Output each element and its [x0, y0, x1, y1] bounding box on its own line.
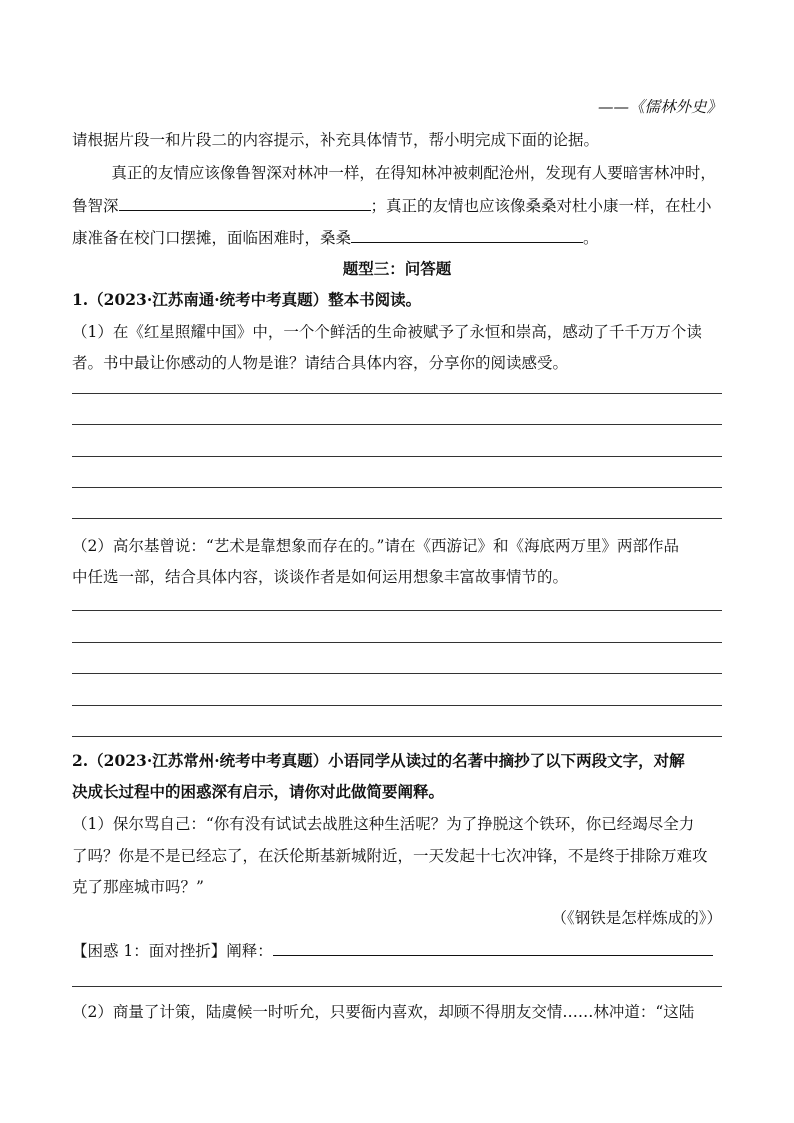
answer-blank-luzhishen[interactable] [119, 194, 371, 211]
argument-line-1 [72, 162, 722, 184]
answer-line[interactable] [72, 424, 722, 425]
section-title: 题型三：问答题 [342, 259, 452, 278]
q1-sub2-line-1: （2）高尔基曾说：“艺术是靠想象而存在的。”请在《西游记》和《海底两万里》两部作品 [72, 537, 679, 555]
answer-line[interactable] [72, 736, 722, 737]
answer-line[interactable] [72, 705, 722, 706]
instruction-text: 请根据片段一和片段二的内容提示，补充具体情节，帮小明完成下面的论据。 [72, 131, 600, 149]
answer-line[interactable] [72, 518, 722, 519]
confusion-1-label: 【困惑 1：面对挫折】 [72, 942, 227, 960]
answer-line[interactable] [72, 642, 722, 643]
answer-line[interactable] [72, 456, 722, 457]
q2-header-line-2: 决成长过程中的困惑深有启示，请你对此做简要阐释。 [72, 782, 445, 801]
answer-line[interactable] [72, 610, 722, 611]
argument-line-3-prefix: 康准备在校门口摆摊，面临困难时，桑桑 [72, 229, 352, 247]
answer-line[interactable] [72, 393, 722, 394]
argument-line-3-suffix: 。 [583, 229, 599, 247]
source-attribution: ——《儒林外史》 [597, 98, 722, 116]
argument-line-2-prefix: 鲁智深 [72, 197, 119, 215]
argument-line-1-text: 真正的友情应该像鲁智深对林冲一样，在得知林冲被刺配沧州，发现有人要暗害林冲时， [111, 164, 716, 182]
answer-blank-sangsang[interactable] [351, 226, 583, 243]
q1-sub2-line-2: 中任选一部，结合具体内容，谈谈作者是如何运用想象丰富故事情节的。 [72, 568, 569, 586]
q2-quote2-line-1: （2）商量了计策，陆虞候一时听允，只要衙内喜欢，却顾不得朋友交情……林冲道：“这陆 [72, 1003, 695, 1021]
q1-sub1-line-1: （1）在《红星照耀中国》中，一个个鲜活的生命被赋予了永恒和崇高，感动了千千万万个读 [72, 323, 702, 341]
q2-quote1-source: （《钢铁是怎样炼成的》） [551, 909, 722, 927]
argument-line-2 [72, 194, 722, 217]
answer-line[interactable] [72, 487, 722, 488]
argument-line-2-suffix: ；真正的友情也应该像桑桑对杜小康一样，在杜小 [370, 197, 712, 215]
q2-quote1-line-3: 克了那座城市吗？” [72, 878, 204, 896]
q2-header-line-1: 2.（2023·江苏常州·统考中考真题）小语同学从读过的名著中摘抄了以下两段文字，对解 [72, 751, 685, 770]
answer-line[interactable] [72, 673, 722, 674]
q1-header: 1.（2023·江苏南通·统考中考真题）整本书阅读。 [72, 290, 422, 309]
q2-quote1-line-1: （1）保尔骂自己：“你有没有试试去战胜这种生活呢？为了挣脱这个铁环，你已经竭尽全力 [72, 815, 695, 833]
answer-blank-confusion-1[interactable] [273, 939, 713, 956]
answer-line[interactable] [72, 986, 722, 987]
q1-sub1-line-2: 者。书中最让你感动的人物是谁？请结合具体内容，分享你的阅读感受。 [72, 354, 569, 372]
q2-quote1-line-2: 了吗？你是不是已经忘了，在沃伦斯基新城附近，一天发起十七次冲锋，不是终于排除万难攻 [72, 847, 708, 865]
confusion-1-prompt: 阐释： [226, 942, 273, 960]
argument-line-3 [72, 226, 722, 249]
confusion-1-row [72, 939, 722, 962]
